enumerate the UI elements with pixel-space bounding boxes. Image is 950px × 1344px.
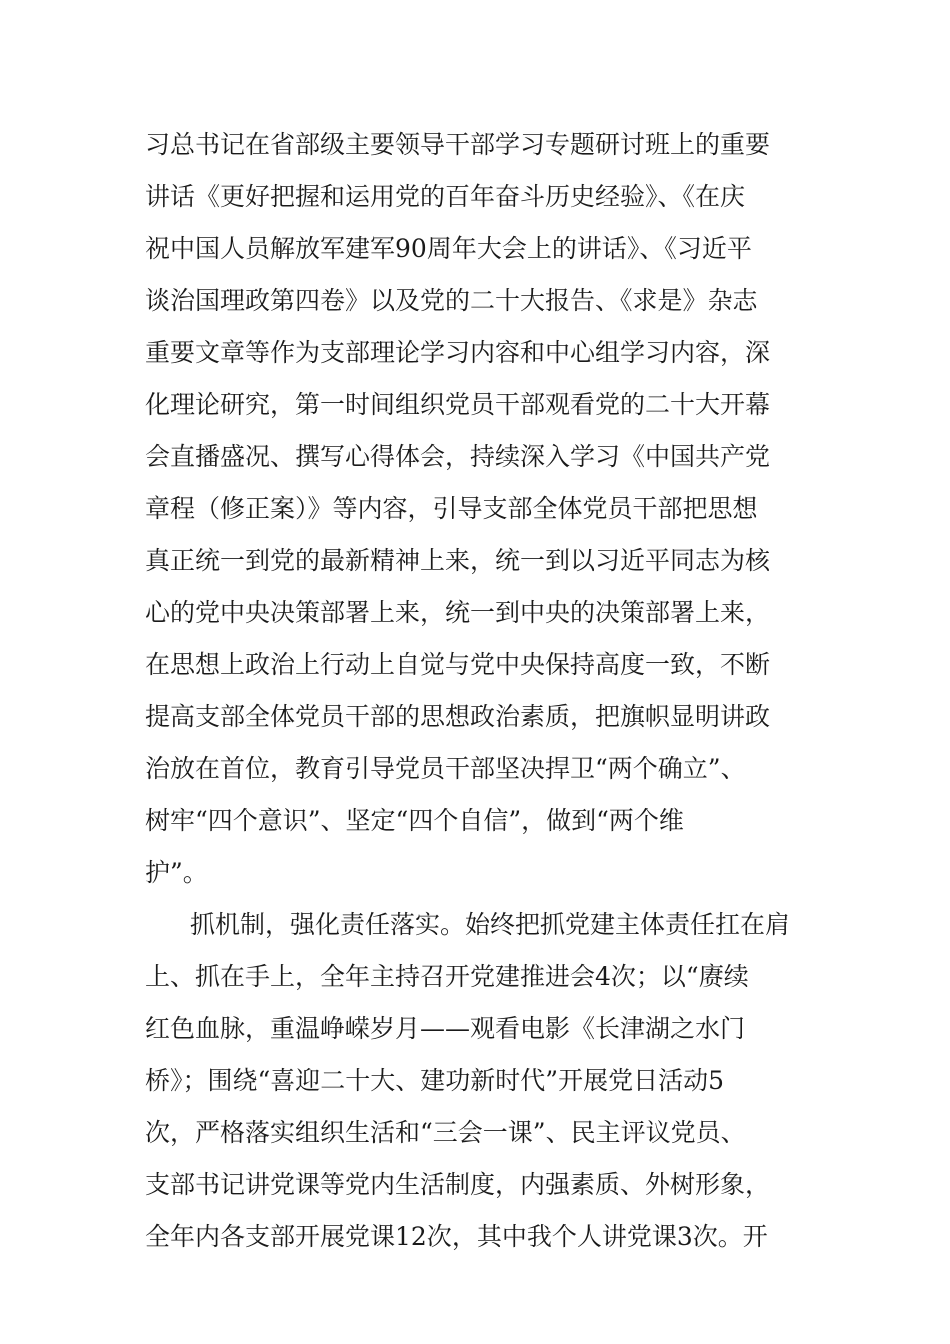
text-line: 上、抓在手上，全年主持召开党建推进会4次；以“赓续: [145, 962, 749, 991]
text-line: 会直播盛况、撰写心得体会，持续深入学习《中国共产党: [145, 442, 771, 471]
text-line: 祝中国人员解放军建军90周年大会上的讲话》、《习近平: [145, 234, 752, 263]
text-line: 章程（修正案）》等内容，引导支部全体党员干部把思想: [145, 494, 758, 523]
text-line: 护”。: [145, 858, 208, 887]
text-line: 次，严格落实组织生活和“三会一课”、民主评议党员、: [145, 1118, 746, 1147]
text-line: 真正统一到党的最新精神上来，统一到以习近平同志为核: [145, 546, 771, 575]
text-line: 化理论研究，第一时间组织党员干部观看党的二十大开幕: [145, 390, 771, 419]
text-line: 治放在首位，教育引导党员干部坚决捍卫“两个确立”、: [145, 754, 746, 783]
text-line: 心的党中央决策部署上来，统一到中央的决策部署上来，: [145, 598, 771, 627]
text-line: 全年内各支部开展党课12次，其中我个人讲党课3次。开: [145, 1222, 768, 1251]
text-line: 支部书记讲党课等党内生活制度，内强素质、外树形象，: [145, 1170, 771, 1199]
text-line: 重要文章等作为支部理论学习内容和中心组学习内容，深: [145, 338, 771, 367]
text-line: 在思想上政治上行动上自觉与党中央保持高度一致，不断: [145, 650, 771, 679]
text-line: 提高支部全体党员干部的思想政治素质，把旗帜显明讲政: [145, 702, 771, 731]
text-line: 谈治国理政第四卷》以及党的二十大报告、《求是》杂志: [145, 286, 758, 315]
text-line: 树牢“四个意识”、坚定“四个自信”，做到“两个维: [145, 806, 684, 835]
text-line: 桥》；围绕“喜迎二十大、建功新时代”开展党日活动5: [145, 1066, 724, 1095]
text-line: 习总书记在省部级主要领导干部学习专题研讨班上的重要: [145, 130, 771, 159]
text-line: 讲话《更好把握和运用党的百年奋斗历史经验》、《在庆: [145, 182, 746, 211]
paragraph-first-line: 抓机制，强化责任落实。始终把抓党建主体责任扛在肩: [190, 910, 791, 939]
text-line: 红色血脉，重温峥嵘岁月——观看电影《长津湖之水门: [145, 1014, 746, 1043]
